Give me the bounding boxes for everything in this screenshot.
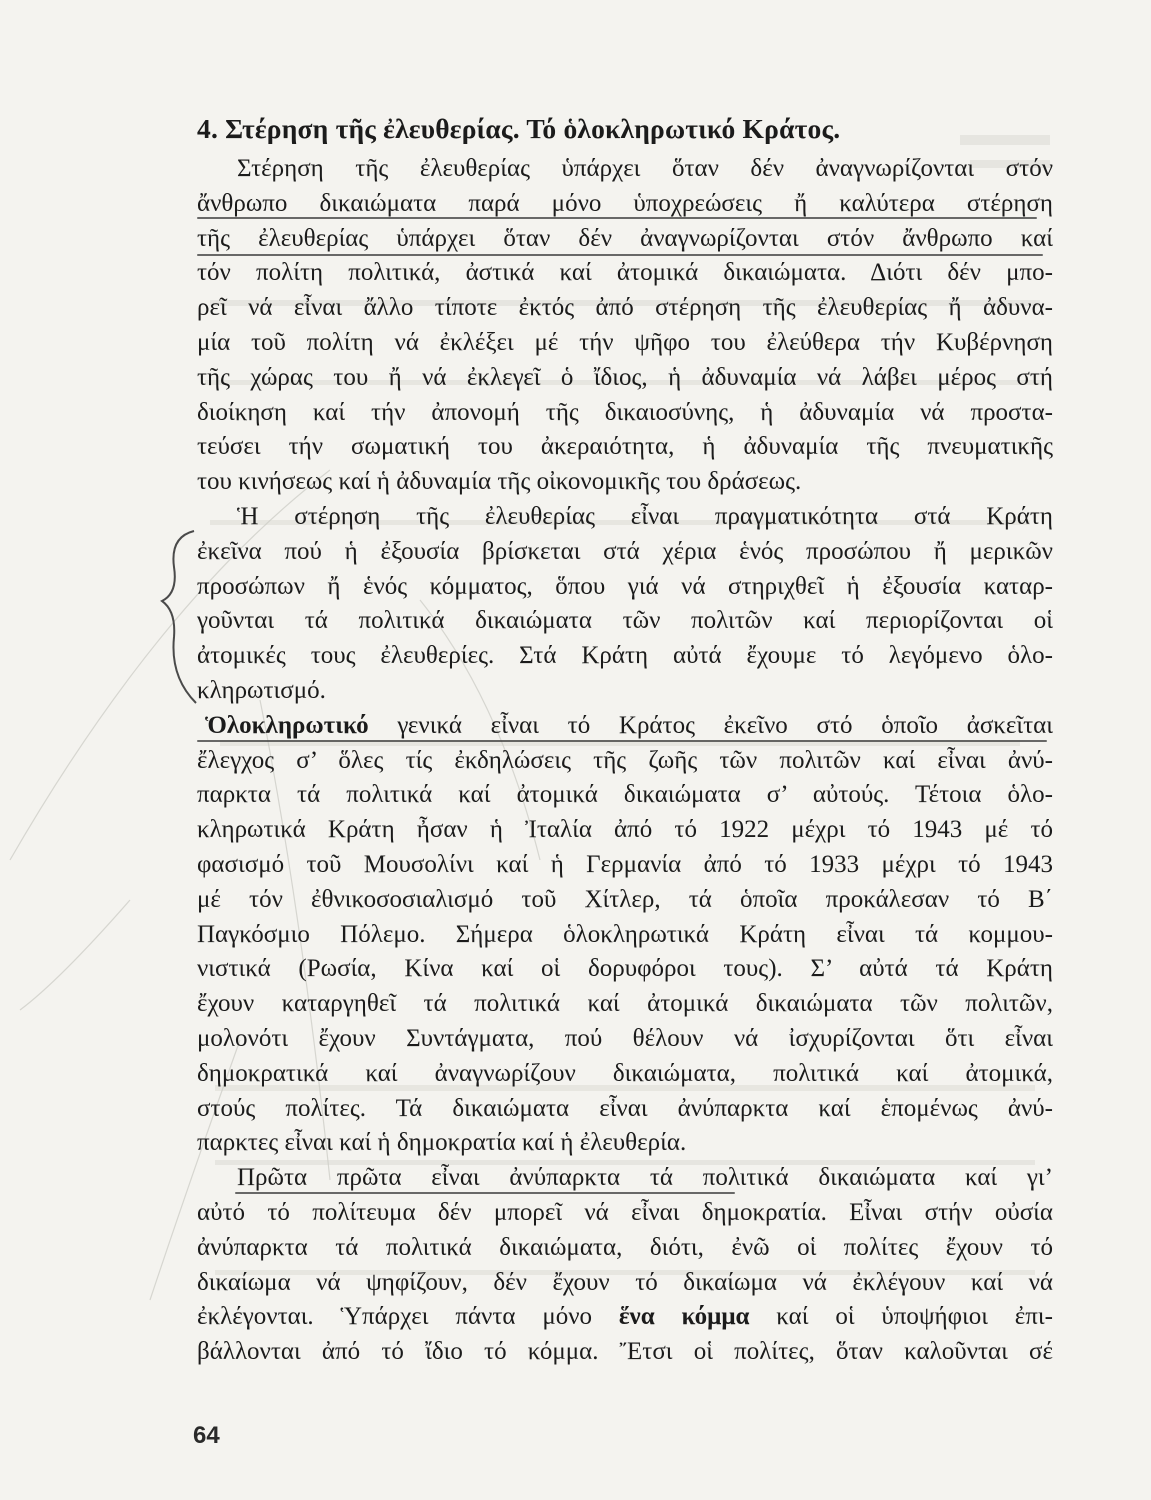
- text-line: [197, 604, 1053, 639]
- line-text: του κινήσεως καί ἡ ἀδυναμία τῆς οἰκονομικῆς του δράσεως.: [197, 468, 802, 496]
- text-line: [197, 1092, 1053, 1127]
- text-line: [197, 326, 1053, 361]
- text-line: [197, 813, 1053, 848]
- page-number: 64: [193, 1422, 220, 1449]
- line-text: γενικά εἶναι τό Κράτος ἐκεῖνο στό ὁποῖο ἀσκεῖται: [368, 711, 1053, 739]
- line-text: μολονότι ἔχουν Συντάγματα, πού θέλουν νά ἰσχυρίζονται ὅτι εἶναι: [197, 1024, 1053, 1052]
- text-line: [197, 1161, 1053, 1196]
- line-text: φασισμό τοῦ Μουσολίνι καί ἡ Γερμανία ἀπό τό 1933 μέχρι τό 1943: [197, 850, 1053, 878]
- text-line: [197, 570, 1053, 605]
- pencil-underline: [235, 1192, 735, 1194]
- text-line: [197, 848, 1053, 883]
- pencil-underline: [197, 217, 1037, 219]
- line-text: Στέρηση τῆς ἐλευθερίας ὑπάρχει ὅταν δέν ἀναγνωρίζονται στόν: [237, 155, 1053, 182]
- text-line: [197, 1231, 1053, 1266]
- line-text: ἔχουν καταργηθεῖ τά πολιτικά καί ἀτομικά δικαιώματα τῶν πολιτῶν,: [197, 990, 1053, 1018]
- line-text: μέ τόν ἐθνικοσοσιαλισμό τοῦ Χίτλερ, τά ὁποῖα προκάλεσαν τό Β΄: [197, 885, 1053, 913]
- line-text: Πρῶτα πρῶτα εἶναι ἀνύπαρκτα τά πολιτικά δικαιώματα καί γι’: [237, 1164, 1053, 1192]
- text-line: [197, 152, 1053, 187]
- line-text: τεύσει τήν σωματική του ἀκεραιότητα, ἡ ἀδυναμία τῆς πνευματικῆς: [197, 433, 1053, 461]
- text-line: [197, 1266, 1053, 1301]
- text-line: [197, 1335, 1053, 1370]
- line-text: καί οἱ ὑποψήφιοι ἐπι-: [749, 1303, 1053, 1331]
- line-text: κληρωτισμό.: [197, 676, 326, 704]
- line-text: μία τοῦ πολίτη νά ἐκλέξει μέ τήν ψῆφο του ἐλεύθερα τήν Κυβέρνηση: [197, 328, 1053, 356]
- text-line: [197, 465, 1053, 500]
- text-line: [197, 1022, 1053, 1057]
- line-text: δικαίωμα νά ψηφίζουν, δέν ἔχουν τό δικαίωμα νά ἐκλέγουν καί νά: [197, 1268, 1053, 1296]
- line-text: νιστικά (Ρωσία, Κίνα καί οἱ δορυφόροι τους). Σ’ αὐτά τά Κράτη: [197, 955, 1053, 983]
- line-text: γοῦνται τά πολιτικά δικαιώματα τῶν πολιτῶν καί περιορίζονται οἱ: [197, 607, 1053, 635]
- text-line: [197, 535, 1053, 570]
- line-text: ἄνθρωπο δικαιώματα παρά μόνο ὑποχρεώσεις ἤ καλύτερα στέρηση: [197, 189, 1053, 217]
- text-line: [197, 500, 1053, 535]
- section-heading: 4. Στέρηση τῆς ἐλευθερίας. Τό ὁλοκληρωτικό Κράτος.: [197, 113, 841, 144]
- text-line: [197, 256, 1053, 291]
- line-text: παρκτα τά πολιτικά καί ἀτομικά δικαιώματα σ’ αὐτούς. Τέτοια ὁλο-: [197, 781, 1053, 809]
- text-line: [197, 778, 1053, 813]
- text-line: [197, 291, 1053, 326]
- line-text: ἐκεῖνα πού ἡ ἐξουσία βρίσκεται στά χέρια ἑνός προσώπου ἤ μερικῶν: [197, 537, 1053, 565]
- text-line: [197, 1057, 1053, 1092]
- text-line: [197, 361, 1053, 396]
- text-line: [197, 1196, 1053, 1231]
- text-line: [197, 187, 1053, 222]
- text-line: [197, 639, 1053, 674]
- text-line: [197, 396, 1053, 431]
- line-text: ἀνύπαρκτα τά πολιτικά δικαιώματα, διότι, ἐνῶ οἱ πολίτες ἔχουν τό: [197, 1233, 1053, 1261]
- line-text: Παγκόσμιο Πόλεμο. Σήμερα ὁλοκληρωτικά Κράτη εἶναι τά κομμου-: [197, 920, 1053, 948]
- line-text: στούς πολίτες. Τά δικαιώματα εἶναι ἀνύπαρκτα καί ἑπομένως ἀνύ-: [197, 1094, 1053, 1122]
- text-line: [197, 222, 1053, 257]
- line-text: βάλλονται ἀπό τό ἴδιο τό κόμμα. Ἔτσι οἱ πολίτες, ὅταν καλοῦνται σέ: [197, 1338, 1053, 1366]
- text-line: [197, 918, 1053, 953]
- line-text: αὐτό τό πολίτευμα δέν μπορεῖ νά εἶναι δημοκρατία. Εἶναι στήν οὐσία: [197, 1198, 1053, 1226]
- bold-term: Ὁλοκληρωτικό: [205, 711, 369, 739]
- line-text: παρκτες εἶναι καί ἡ δημοκρατία καί ἡ ἐλευθερία.: [197, 1129, 687, 1157]
- text-line: [197, 1300, 1053, 1335]
- line-text: ἐκλέγονται. Ὑπάρχει πάντα μόνο: [197, 1303, 619, 1331]
- line-text: ρεῖ νά εἶναι ἄλλο τίποτε ἐκτός ἀπό στέρηση τῆς ἐλευθερίας ἤ ἀδυνα-: [197, 294, 1053, 322]
- line-text: ἔλεγχος σ’ ὅλες τίς ἐκδηλώσεις τῆς ζωῆς τῶν πολιτῶν καί εἶναι ἀνύ-: [197, 746, 1053, 774]
- pencil-underline: [197, 740, 1047, 742]
- line-text: προσώπων ἤ ἑνός κόμματος, ὅπου γιά νά στηριχθεῖ ἡ ἐξουσία καταρ-: [197, 572, 1053, 600]
- text-line: [197, 709, 1053, 744]
- bold-term: ἕνα κόμμα: [618, 1303, 750, 1331]
- line-text: τόν πολίτη πολιτικά, ἀστικά καί ἀτομικά δικαιώματα. Διότι δέν μπο-: [197, 259, 1053, 287]
- page-content: [197, 110, 1053, 1370]
- line-text: διοίκηση καί τήν ἀπονομή τῆς δικαιοσύνης, ἡ ἀδυναμία νά προστα-: [197, 398, 1053, 426]
- pencil-underline: [197, 254, 1043, 256]
- text-line: [197, 674, 1053, 709]
- line-text: δημοκρατικά καί ἀναγνωρίζουν δικαιώματα, πολιτικά καί ἀτομικά,: [197, 1059, 1053, 1087]
- text-line: [197, 744, 1053, 779]
- line-text: Ἡ στέρηση τῆς ἐλευθερίας εἶναι πραγματικότητα στά Κράτη: [237, 502, 1053, 530]
- text-line: [197, 1126, 1053, 1161]
- line-text: κληρωτικά Κράτη ἦσαν ἡ Ἰταλία ἀπό τό 1922 μέχρι τό 1943 μέ τό: [197, 816, 1053, 844]
- text-line: [197, 952, 1053, 987]
- margin-brace-mark: [160, 527, 200, 707]
- text-line: [197, 883, 1053, 918]
- text-line: [197, 987, 1053, 1022]
- line-text: τῆς ἐλευθερίας ὑπάρχει ὅταν δέν ἀναγνωρίζονται στόν ἄνθρωπο καί: [197, 224, 1053, 252]
- text-line: [197, 430, 1053, 465]
- line-text: τῆς χώρας του ἤ νά ἐκλεγεῖ ὁ ἴδιος, ἡ ἀδυναμία νά λάβει μέρος στή: [197, 363, 1053, 391]
- line-text: ἀτομικές τους ἐλευθερίες. Στά Κράτη αὐτά ἔχουμε τό λεγόμενο ὁλο-: [197, 642, 1053, 670]
